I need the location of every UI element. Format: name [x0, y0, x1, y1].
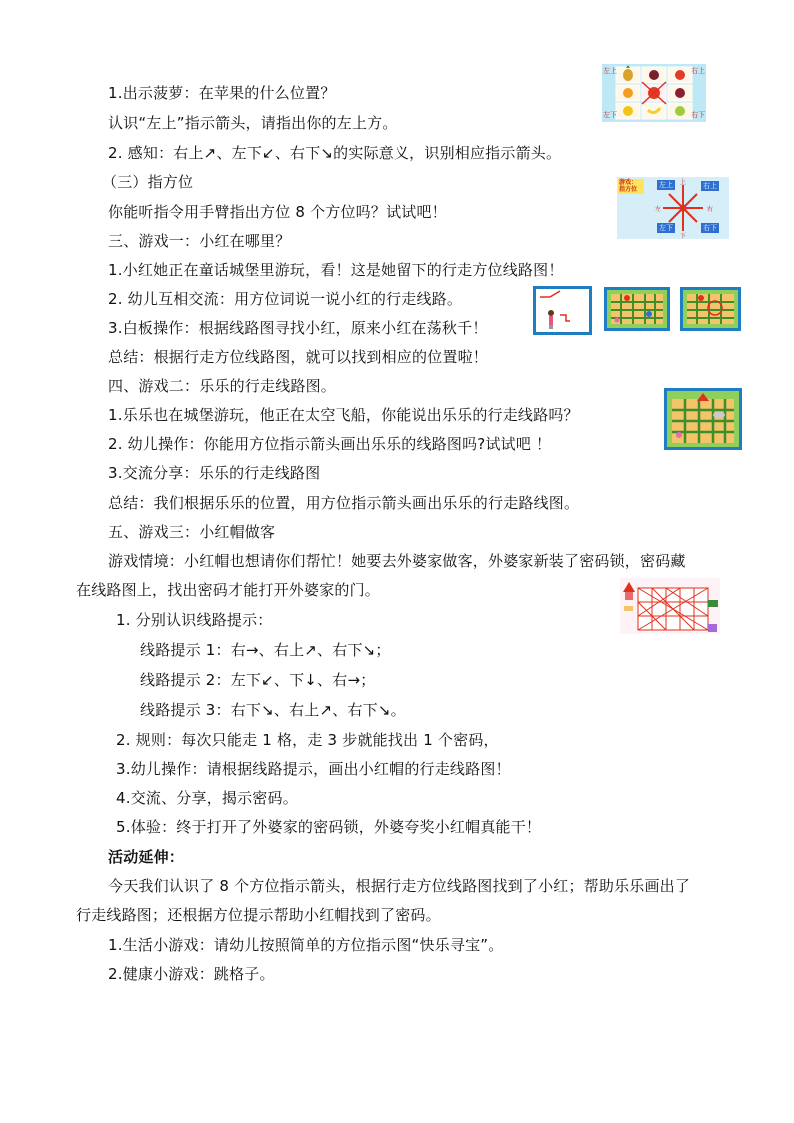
- route-sketch-svg: [536, 289, 589, 332]
- red-hood-icon: [623, 582, 635, 592]
- password-grid-image: [620, 578, 720, 634]
- label-down-right: 右下: [703, 224, 717, 232]
- house-sign-icon: [708, 600, 718, 607]
- girl-dress-icon: [549, 316, 553, 325]
- spaceship-map-svg: [667, 391, 739, 447]
- text-line: 总结：根据行走方位线路图，就可以找到相应的位置啦！: [108, 348, 489, 366]
- mangosteen-icon: [649, 70, 659, 80]
- label-left: 左: [655, 206, 662, 213]
- text-line: 2. 幼儿操作：你能用方位指示箭头画出乐乐的线路图吗?试试吧 ！: [108, 435, 552, 453]
- label-up-right: 右上: [703, 182, 717, 190]
- orange-icon: [623, 88, 633, 98]
- section-heading: 活动延伸：: [108, 848, 185, 866]
- text-line: 1.乐乐也在城堡游玩，他正在太空飞船，你能说出乐乐的行走线路吗？: [108, 406, 579, 424]
- text-line: 3.交流分享：乐乐的行走线路图: [108, 464, 321, 482]
- apple-icon: [675, 70, 685, 80]
- password-grid-svg: [620, 578, 720, 634]
- spaceship-map-image: [664, 388, 742, 450]
- pear-icon: [675, 106, 685, 116]
- grandma-house-icon: [708, 624, 717, 632]
- text-line: 行走线路图；还根据方位提示帮助小红帽找到了密码。: [76, 906, 441, 924]
- castle-map-image: [604, 287, 670, 331]
- castle-icon: [624, 295, 630, 301]
- direction-card-image: [617, 177, 729, 239]
- label-up-left: 左上: [659, 181, 673, 189]
- label-up: 上: [680, 179, 687, 186]
- label-top-left: 左上: [603, 67, 617, 75]
- pineapple-icon: [623, 69, 633, 81]
- girl-head-icon: [548, 310, 554, 316]
- label-bottom-left: 左下: [603, 111, 617, 119]
- text-line: 5.体验：终于打开了外婆家的密码锁，外婆夸奖小红帽真能干！: [116, 818, 542, 836]
- label-down-left: 左下: [659, 224, 673, 232]
- text-line: 1. 分别认识线路提示：: [116, 611, 273, 629]
- section-heading: 五、游戏三：小红帽做客: [108, 523, 276, 541]
- spaceship-icon: [713, 412, 725, 418]
- text-line: 3.白板操作：根据线路图寻找小红，原来小红在荡秋千！: [108, 319, 488, 337]
- text-line: 认识“左上”指示箭头，请指出你的左上方。: [108, 114, 398, 132]
- text-line: 今天我们认识了 8 个方位指示箭头，根据行走方位线路图找到了小红；帮助乐乐画出了: [108, 877, 691, 895]
- text-line: 3.幼儿操作：请根据线路提示，画出小红帽的行走线路图！: [116, 760, 511, 778]
- route-hint: 线路提示 2：左下↙、下↓、右→；: [140, 671, 376, 689]
- section-heading: 四、游戏二：乐乐的行走线路图。: [108, 377, 337, 395]
- lemon-icon: [623, 106, 633, 116]
- card-title-line1: 游戏：: [619, 179, 638, 186]
- card-title-line2: 指方位: [619, 186, 638, 193]
- label-bottom-right: 右下: [691, 111, 705, 119]
- castle-map-found-svg: [683, 290, 738, 328]
- text-line: 4.交流、分享，揭示密码。: [116, 789, 298, 807]
- route-hint: 线路提示 1：右→、右上↗、右下↘；: [140, 641, 391, 659]
- text-line: 游戏情境：小红帽也想请你们帮忙！她要去外婆家做客，外婆家新装了密码锁，密码藏: [108, 552, 686, 570]
- label-down: 下: [680, 233, 687, 239]
- section-heading: 三、游戏一：小红在哪里？: [108, 232, 291, 250]
- castle-map-found-image: [680, 287, 741, 331]
- text-line: 2.健康小游戏：跳格子。: [108, 965, 275, 983]
- ride-icon: [646, 311, 652, 317]
- castle-map-svg: [607, 290, 667, 328]
- route-hint: 线路提示 3：右下↘、右上↗、右下↘。: [140, 701, 406, 719]
- text-line: 2. 幼儿互相交流：用方位词说一说小红的行走线路。: [108, 290, 463, 308]
- route-sketch-image: [533, 286, 592, 335]
- text-line: 你能听指令用手臂指出方位 8 个方位吗？试试吧！: [108, 203, 447, 221]
- label-right: 右: [707, 206, 714, 213]
- section-heading: （三）指方位: [102, 173, 194, 191]
- text-line: 1.出示菠萝：在苹果的什么位置？: [108, 84, 336, 102]
- text-line: 2. 感知：右上↗、左下↙、右下↘的实际意义，识别相应指示箭头。: [108, 144, 562, 162]
- label-top-right: 右上: [691, 67, 705, 75]
- fruit-grid-image: [602, 64, 706, 122]
- text-line: 2. 规则：每次只能走 1 格，走 3 步就能找出 1 个密码，: [116, 731, 499, 749]
- text-line: 在线路图上，找出密码才能打开外婆家的门。: [76, 581, 381, 599]
- text-line: 总结：我们根据乐乐的位置，用方位指示箭头画出乐乐的行走路线图。: [108, 494, 580, 512]
- grape-icon: [675, 88, 685, 98]
- text-line: 1.生活小游戏：请幼儿按照简单的方位指示图“快乐寻宝”。: [108, 936, 504, 954]
- text-line: 1.小红她正在童话城堡里游玩，看！这是她留下的行走方位线路图！: [108, 261, 564, 279]
